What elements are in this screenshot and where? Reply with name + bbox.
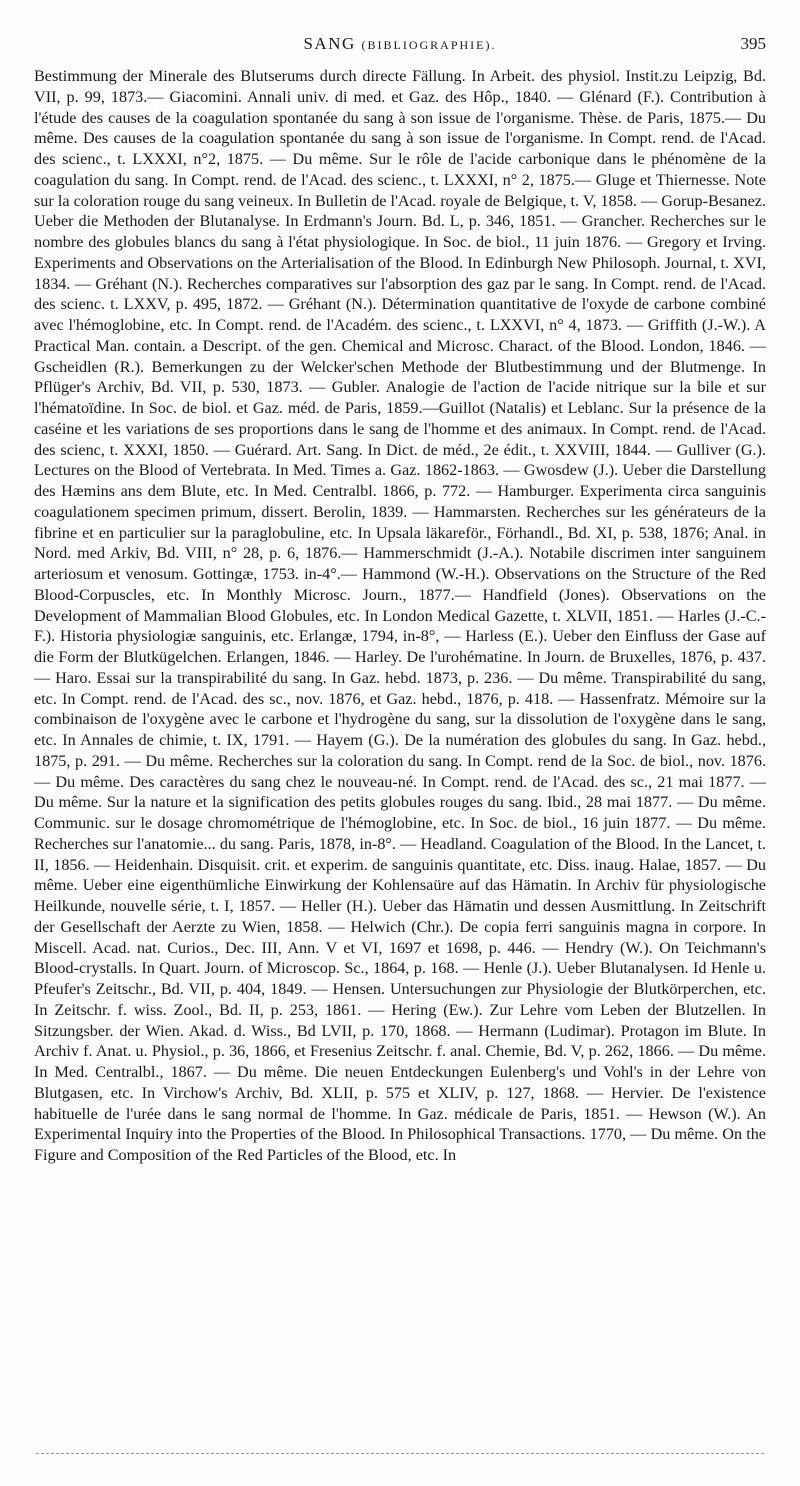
running-title [34, 34, 766, 54]
bibliography-text-block [34, 66, 766, 1166]
footer-rule [36, 1453, 764, 1454]
page-header [34, 30, 766, 58]
running-title-main: SANG [303, 34, 356, 53]
running-title-subtitle: (BIBLIOGRAPHIE). [361, 38, 497, 52]
page-number: 395 [740, 34, 766, 53]
bibliography-paragraph: Bestimmung der Minerale des Blutserums durch directe Fällung. In Arbeit. des physiol. Instit.zu Leipzig, Bd. VII, p. 99, 1873.— Giacomini. Annali univ. di med. et Gaz. des Hôp., 1840. — Glénard (F.). Contribution à l'étude des causes de la coagulation spontanée du sang à son issue de l'organisme. Thèse. de Paris, 1875.— Du même. Des causes de la coagulation spontanée du sang à son issue de l'organisme. In Compt. rend. de l'Acad. des scienc., t. LXXXI, n°2, 1875. — Du même. Sur le rôle de l'acide carbonique dans le phénomène de la coagulation du sang. In Compt. rend. de l'Acad. des scienc., t. LXXXI, n° 2, 1875.— Gluge et Thiernesse. Note sur la coloration rouge du sang veineux. In Bulletin de l'Acad. royale de Belgique, t. V, 1858. — Gorup-Besanez. Ueber die Methoden der Blutanalyse. In Erdmann's Journ. Bd. L, p. 346, 1851. — Grancher. Recherches sur le nombre des globules blancs du sang à l'état physiologique. In Soc. de biol., 11 juin 1876. — Gregory et Irving. Experiments and Observations on the Arterialisation of the Blood. In Edinburgh New Philosoph. Journal, t. XVI, 1834. — Gréhant (N.). Recherches comparatives sur l'absorption des gaz par le sang. In Compt. rend. de l'Acad. des scienc. t. LXXV, p. 495, 1872. — Gréhant (N.). Détermination quantitative de l'oxyde de carbone combiné avec l'hémoglobine, etc. In Compt. rend. de l'Académ. des scienc., t. LXXVI, n° 4, 1873. — Griffith (J.-W.). A Practical Man. contain. a Descript. of the gen. Chemical and Microsc. Charact. of the Blood. London, 1846. — Gscheidlen (R.). Bemerkungen zu der Welcker'schen Methode der Blutbestimmung und der Blutmenge. In Pflüger's Archiv, Bd. VII, p. 530, 1873. — Gubler. Analogie de l'action de l'acide nitrique sur la bile et sur l'hématoïdine. In Soc. de biol. et Gaz. méd. de Paris, 1859.—Guillot (Natalis) et Leblanc. Sur la présence de la caséine et les variations de ses proportions dans le sang de l'homme et des animaux. In Compt. rend. de l'Acad. des scienc, t. XXXI, 1850. — Guérard. Art. Sang. In Dict. de méd., 2e édit., t. XXVIII, 1844. — Gulliver (G.). Lectures on the Blood of Vertebrata. In Med. Times a. Gaz. 1862-1863. — Gwosdew (J.). Ueber die Darstellung des Hæmins ans dem Blute, etc. In Med. Centralbl. 1866, p. 772. — Hamburger. Experimenta circa sanguinis coagulationem specimen primum, dissert. Berolin, 1839. — Hammarsten. Recherches sur les générateurs de la fibrine et en particulier sur la paraglobuline, etc. In Upsala läkareför., Förhandl., Bd. XI, p. 538, 1876; Anal. in Nord. med Arkiv, Bd. VIII, n° 28, p. 6, 1876.— Hammerschmidt (J.-A.). Notabile discrimen inter sanguinem arteriosum et venosum. Gottingæ, 1753. in-4°.— Hammond (W.-H.). Observations on the Structure of the Red Blood-Corpuscles, etc. In Monthly Microsc. Journ., 1877.— Handfield (Jones). Observations on the Development of Mammalian Blood Globules, etc. In London Medical Gazette, t. XLVII, 1851. — Harles (J.-C.-F.). Historia physiologiæ sanguinis, etc. Erlangæ, 1794, in-8°, — Harless (E.). Ueber den Einfluss der Gase auf die Form der Blutkügelchen. Erlangen, 1846. — Harley. De l'urohématine. In Journ. de Bruxelles, 1876, p. 437.— Haro. Essai sur la transpirabilité du sang. In Gaz. hebd. 1873, p. 236. — Du même. Transpirabilité du sang, etc. In Compt. rend. de l'Acad. des sc., nov. 1876, et Gaz. hebd., 1876, p. 418. — Hassenfratz. Mémoire sur la combinaison de l'oxygène avec le carbone et l'hydrogène du sang, sur la dissolution de l'oxygène dans le sang, etc. In Annales de chimie, t. IX, 1791. — Hayem (G.). De la numération des globules du sang. In Gaz. hebd., 1875, p. 291. — Du même. Recherches sur la coloration du sang. In Compt. rend de la Soc. de biol., nov. 1876. — Du même. Des caractères du sang chez le nouveau-né. In Compt. rend. de l'Acad. des sc., 21 mai 1877. — Du même. Sur la nature et la signification des petits globules rouges du sang. Ibid., 28 mai 1877. — Du même. Communic. sur le dosage chromométrique de l'hémoglobine, etc. In Soc. de biol., 16 juin 1877. — Du même. Recherches sur l'anatomie... du sang. Paris, 1878, in-8°. — Headland. Coagulation of the Blood. In the Lancet, t. II, 1856. — Heidenhain. Disquisit. crit. et experim. de sanguinis quantitate, etc. Diss. inaug. Halae, 1857. — Du même. Ueber eine eigenthümliche Einwirkung der Kohlensaüre auf das Hämatin. In Archiv für physiologische Heilkunde, nouvelle série, t. I, 1857. — Heller (H.). Ueber das Hämatin und dessen Ausmittlung. In Zeitschrift der Gesellschaft der Aerzte zu Wien, 1858. — Helwich (Chr.). De copia ferri sanguinis magna in corpore. In Miscell. Acad. nat. Curios., Dec. III, Ann. V et VI, 1697 et 1698, p. 446. — Hendry (W.). On Teichmann's Blood-crystalls. In Quart. Journ. of Microscop. Sc., 1864, p. 168. — Henle (J.). Ueber Blutanalysen. Id Henle u. Pfeufer's Zeitschr., Bd. VII, p. 404, 1849. — Hensen. Untersuchungen zur Physiologie der Blutkörperchen, etc. In Zeitschr. f. wiss. Zool., Bd. II, p. 253, 1861. — Hering (Ew.). Zur Lehre vom Leben der Blutzellen. In Sitzungsber. der Wien. Akad. d. Wiss., Bd LVII, p. 170, 1868. — Hermann (Ludimar). Protagon im Blute. In Archiv f. Anat. u. Physiol., p. 36, 1866, et Fresenius Zeitschr. f. anal. Chemie, Bd. V, p. 262, 1866. — Du même. In Med. Centralbl., 1867. — Du même. Die neuen Entdeckungen Eulenberg's und Vohl's in der Lehre von Blutgasen, etc. In Virchow's Archiv, Bd. XLII, p. 575 et XLIV, p. 127, 1868. — Hervier. De l'existence habituelle de l'urée dans le sang normal de l'homme. In Gaz. médicale de Paris, 1851. — Hewson (W.). An Experimental Inquiry into the Properties of the Blood. In Philosophical Transactions. 1770, — Du même. On the Figure and Composition of the Red Particles of the Blood, etc. In [34, 67, 766, 1164]
